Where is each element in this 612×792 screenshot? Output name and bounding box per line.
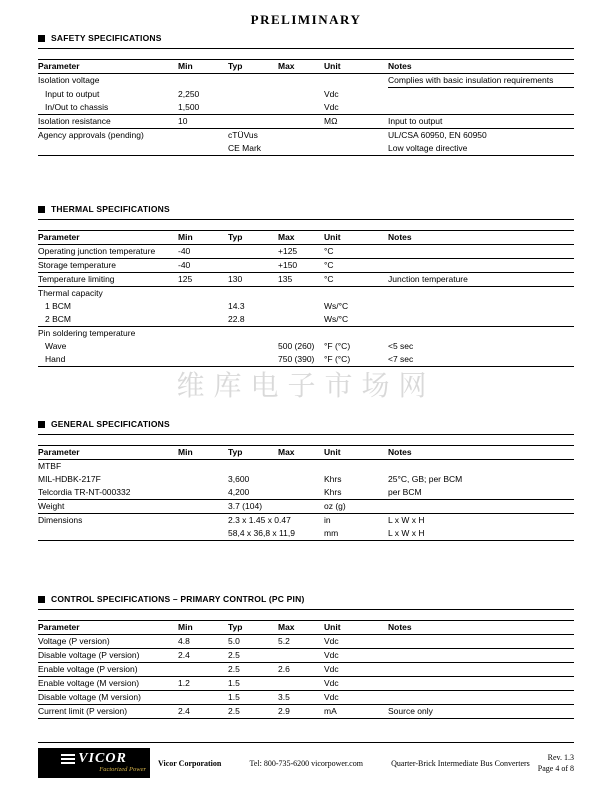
table-row <box>38 245 574 259</box>
cell-notes <box>388 649 574 662</box>
cell-unit: Vdc <box>324 650 339 660</box>
spec-table <box>38 620 574 719</box>
cell-unit <box>324 142 388 155</box>
table-row <box>38 635 574 649</box>
cell-unit: °F (°C) <box>324 341 351 351</box>
cell-unit: Vdc <box>324 102 339 112</box>
table-row <box>38 115 574 129</box>
section-header <box>38 204 574 220</box>
section-header <box>38 33 574 49</box>
table-row <box>38 473 574 486</box>
footer-text <box>150 759 538 768</box>
cell-max <box>278 115 324 128</box>
footer-product: Quarter-Brick Intermediate Bus Converters <box>391 758 530 768</box>
cell-unit <box>324 74 388 88</box>
column-header-max: Max <box>278 232 295 242</box>
cell-min <box>178 514 228 527</box>
cell-parameter: Enable voltage (M version) <box>38 678 140 688</box>
cell-max <box>278 101 324 114</box>
cell-min <box>178 353 228 366</box>
cell-unit: Vdc <box>324 664 339 674</box>
column-header-parameter: Parameter <box>38 622 80 632</box>
cell-unit: Ws/°C <box>324 314 349 324</box>
column-header-unit: Unit <box>324 622 341 632</box>
cell-unit: mm <box>324 528 339 538</box>
cell-parameter: Voltage (P version) <box>38 636 110 646</box>
cell-max <box>278 300 324 313</box>
footer-revision: Rev. 1.3 <box>547 753 574 762</box>
column-header-min: Min <box>178 61 193 71</box>
cell-typ <box>228 287 278 300</box>
cell-max: 5.2 <box>278 636 290 646</box>
cell-parameter: Telcordia TR-NT-000332 <box>38 487 131 497</box>
cell-parameter: Hand <box>45 354 66 364</box>
cell-typ: CE Mark <box>228 143 262 153</box>
cell-max: +150 <box>278 260 298 270</box>
spec-table <box>38 230 574 367</box>
section-title: GENERAL SPECIFICATIONS <box>51 419 170 429</box>
column-header-typ: Typ <box>228 622 243 632</box>
logo-wordmark: VICOR <box>78 751 127 766</box>
footer-company: Vicor Corporation <box>158 758 222 768</box>
cell-min: 2.4 <box>178 650 190 660</box>
cell-unit: °C <box>324 260 334 270</box>
column-header-max: Max <box>278 61 295 71</box>
cell-parameter: MIL-HDBK-217F <box>38 474 101 484</box>
cell-unit: Khrs <box>324 487 342 497</box>
cell-notes <box>388 500 574 513</box>
cell-notes <box>388 245 574 258</box>
logo-tagline: Factorized Power <box>99 766 146 773</box>
vicor-logo <box>38 748 150 778</box>
cell-min <box>178 74 228 88</box>
section-title: CONTROL SPECIFICATIONS – PRIMARY CONTROL (PC PIN) <box>51 594 305 604</box>
cell-typ <box>228 74 278 88</box>
column-header-parameter: Parameter <box>38 447 80 457</box>
cell-typ: 4,200 <box>228 487 250 497</box>
cell-typ <box>228 340 278 353</box>
cell-parameter: 2 BCM <box>45 314 71 324</box>
cell-min <box>178 460 228 473</box>
cell-max <box>278 473 324 486</box>
cell-parameter: Pin soldering temperature <box>38 328 136 338</box>
cell-parameter <box>38 527 178 540</box>
cell-typ: 5.0 <box>228 636 240 646</box>
table-header-row <box>38 60 574 74</box>
cell-notes <box>388 300 574 313</box>
section-bullet-icon <box>38 35 45 42</box>
spec-table <box>38 445 574 541</box>
column-header-unit: Unit <box>324 447 341 457</box>
cell-max <box>278 129 324 142</box>
column-header-min: Min <box>178 447 193 457</box>
column-header-notes: Notes <box>388 232 412 242</box>
cell-max <box>278 313 324 326</box>
cell-max: 2.9 <box>278 706 290 716</box>
section-bullet-icon <box>38 206 45 213</box>
cell-unit: mA <box>324 706 337 716</box>
cell-notes <box>388 691 574 704</box>
section-header <box>38 594 574 610</box>
column-header-notes: Notes <box>388 61 412 71</box>
cell-max: +125 <box>278 246 298 256</box>
cell-max <box>278 327 324 340</box>
cell-notes <box>388 635 574 648</box>
column-header-parameter: Parameter <box>38 232 80 242</box>
cell-parameter: In/Out to chassis <box>45 102 109 112</box>
cell-min <box>178 340 228 353</box>
table-row <box>38 129 574 142</box>
cell-unit: Khrs <box>324 474 342 484</box>
footer <box>38 742 574 778</box>
table-row <box>38 300 574 313</box>
cell-notes: per BCM <box>388 487 422 497</box>
cell-notes <box>388 313 574 326</box>
cell-parameter: Operating junction temperature <box>38 246 156 256</box>
cell-min <box>178 129 228 142</box>
cell-notes <box>388 327 574 340</box>
watermark: 维库电子市场网 <box>176 369 436 402</box>
spec-table <box>38 59 574 156</box>
section-header <box>38 419 574 435</box>
cell-unit: °F (°C) <box>324 354 351 364</box>
cell-notes: UL/CSA 60950, EN 60950 <box>388 130 487 140</box>
cell-max <box>278 287 324 300</box>
cell-parameter: Temperature limiting <box>38 274 115 284</box>
cell-typ <box>228 88 278 101</box>
table-row <box>38 649 574 663</box>
cell-min: -40 <box>178 246 191 256</box>
cell-notes: <7 sec <box>388 354 414 364</box>
cell-notes <box>388 663 574 676</box>
column-header-unit: Unit <box>324 232 341 242</box>
page-title: PRELIMINARY <box>250 12 362 27</box>
table-header-row <box>38 621 574 635</box>
cell-notes: <5 sec <box>388 341 414 351</box>
table-row <box>38 486 574 500</box>
spec-section <box>38 204 574 367</box>
cell-min <box>178 486 228 499</box>
cell-unit: in <box>324 515 331 525</box>
cell-typ <box>228 353 278 366</box>
cell-min: 125 <box>178 274 193 284</box>
cell-max: 3.5 <box>278 692 290 702</box>
spec-section <box>38 594 574 719</box>
table-row <box>38 527 574 540</box>
table-row <box>38 340 574 353</box>
cell-parameter: Weight <box>38 501 65 511</box>
cell-typ: cTÜVus <box>228 130 258 140</box>
cell-max: 500 (260) <box>278 341 315 351</box>
section-bullet-icon <box>38 421 45 428</box>
cell-typ <box>228 101 278 114</box>
cell-min <box>178 527 228 540</box>
cell-max: 2.6 <box>278 664 290 674</box>
cell-typ: 22.8 <box>228 314 245 324</box>
cell-notes: L x W x H <box>388 515 425 525</box>
cell-notes: Complies with basic insulation requirements <box>388 74 574 88</box>
cell-parameter: Isolation voltage <box>38 75 100 85</box>
cell-parameter: Disable voltage (M version) <box>38 692 141 702</box>
cell-max: 750 (390) <box>278 354 315 364</box>
table-row <box>38 677 574 691</box>
cell-typ: 3.7 (104) <box>228 501 263 511</box>
table-header-row <box>38 231 574 245</box>
cell-unit <box>324 129 388 142</box>
spec-section <box>38 419 574 541</box>
cell-notes <box>388 460 574 473</box>
table-row <box>38 514 574 527</box>
section-title: SAFETY SPECIFICATIONS <box>51 33 162 43</box>
cell-notes: Input to output <box>388 116 443 126</box>
column-header-max: Max <box>278 622 295 632</box>
table-row <box>38 663 574 677</box>
table-row <box>38 259 574 273</box>
cell-typ <box>228 259 278 272</box>
cell-min <box>178 142 228 155</box>
cell-min <box>178 473 228 486</box>
cell-typ: 58,4 x 36,8 x 11,9 <box>228 528 295 538</box>
cell-min: 4.8 <box>178 636 190 646</box>
cell-typ: 3,600 <box>228 474 250 484</box>
cell-min <box>178 313 228 326</box>
cell-parameter: Enable voltage (P version) <box>38 664 138 674</box>
cell-notes <box>388 287 574 300</box>
cell-min: 2.4 <box>178 706 190 716</box>
cell-unit: MΩ <box>324 116 338 126</box>
table-row <box>38 353 574 366</box>
cell-typ: 14.3 <box>228 301 245 311</box>
table-row <box>38 74 574 88</box>
column-header-max: Max <box>278 447 295 457</box>
table-row <box>38 460 574 473</box>
cell-max <box>278 649 324 662</box>
cell-max <box>278 88 324 101</box>
table-row <box>38 705 574 718</box>
spec-section <box>38 33 574 156</box>
cell-notes: L x W x H <box>388 528 425 538</box>
cell-unit <box>324 460 388 473</box>
section-title: THERMAL SPECIFICATIONS <box>51 204 170 214</box>
cell-min <box>178 663 228 676</box>
cell-parameter: Dimensions <box>38 515 83 525</box>
cell-typ: 2.3 x 1.45 x 0.47 <box>228 515 291 525</box>
cell-min: 1.2 <box>178 678 190 688</box>
cell-max <box>278 677 324 690</box>
cell-unit <box>324 287 388 300</box>
cell-typ: 2.5 <box>228 706 240 716</box>
table-row <box>38 313 574 327</box>
cell-parameter: Storage temperature <box>38 260 116 270</box>
cell-max <box>278 74 324 88</box>
cell-parameter: 1 BCM <box>45 301 71 311</box>
cell-min <box>178 327 228 340</box>
cell-unit: Vdc <box>324 636 339 646</box>
table-row <box>38 327 574 340</box>
cell-min <box>178 691 228 704</box>
cell-unit <box>324 327 388 340</box>
column-header-parameter: Parameter <box>38 61 80 71</box>
cell-max: 135 <box>278 274 293 284</box>
cell-min: 10 <box>178 116 188 126</box>
cell-notes: Junction temperature <box>388 274 468 284</box>
table-row <box>38 287 574 300</box>
cell-min: 1,500 <box>178 102 200 112</box>
cell-typ <box>228 245 278 258</box>
cell-typ <box>228 115 278 128</box>
cell-notes <box>388 88 574 101</box>
cell-parameter: Input to output <box>45 89 100 99</box>
cell-notes: 25°C, GB; per BCM <box>388 474 463 484</box>
table-header-row <box>38 446 574 460</box>
cell-min: -40 <box>178 260 191 270</box>
cell-parameter: Agency approvals (pending) <box>38 130 144 140</box>
cell-typ: 1.5 <box>228 692 240 702</box>
cell-min <box>178 287 228 300</box>
cell-typ: 2.5 <box>228 650 240 660</box>
cell-min <box>178 300 228 313</box>
column-header-notes: Notes <box>388 447 412 457</box>
cell-notes <box>388 101 574 114</box>
column-header-min: Min <box>178 622 193 632</box>
cell-typ: 2.5 <box>228 664 240 674</box>
cell-max <box>278 460 324 473</box>
cell-unit: Ws/°C <box>324 301 349 311</box>
cell-max <box>278 500 324 513</box>
cell-notes <box>388 259 574 272</box>
cell-notes <box>388 677 574 690</box>
cell-max <box>278 486 324 499</box>
column-header-unit: Unit <box>324 61 341 71</box>
table-row <box>38 691 574 705</box>
cell-parameter: Isolation resistance <box>38 116 111 126</box>
table-row <box>38 101 574 115</box>
cell-notes: Low voltage directive <box>388 143 468 153</box>
cell-max <box>278 527 324 540</box>
cell-parameter: Thermal capacity <box>38 288 103 298</box>
section-bullet-icon <box>38 596 45 603</box>
footer-page-number: Page 4 of 8 <box>537 764 574 773</box>
logo-stripes-icon <box>61 754 75 764</box>
cell-max <box>278 142 324 155</box>
table-row <box>38 88 574 101</box>
cell-unit: Vdc <box>324 692 339 702</box>
cell-parameter: Wave <box>45 341 67 351</box>
cell-min: 2,250 <box>178 89 200 99</box>
table-row <box>38 142 574 155</box>
column-header-min: Min <box>178 232 193 242</box>
logo-top <box>61 752 127 766</box>
cell-typ: 130 <box>228 274 243 284</box>
column-header-typ: Typ <box>228 232 243 242</box>
cell-unit: oz (g) <box>324 501 346 511</box>
cell-parameter: Disable voltage (P version) <box>38 650 140 660</box>
column-header-typ: Typ <box>228 447 243 457</box>
cell-max <box>278 514 324 527</box>
cell-min <box>178 500 228 513</box>
footer-right <box>538 752 574 774</box>
cell-notes: Source only <box>388 706 433 716</box>
column-header-typ: Typ <box>228 61 243 71</box>
cell-typ <box>228 327 278 340</box>
cell-typ <box>228 460 278 473</box>
cell-parameter: Current limit (P version) <box>38 706 128 716</box>
table-row <box>38 500 574 514</box>
cell-parameter <box>38 142 178 155</box>
footer-contact: Tel: 800-735-6200 vicorpower.com <box>249 758 363 768</box>
cell-unit: °C <box>324 246 334 256</box>
cell-typ: 1.5 <box>228 678 240 688</box>
cell-unit: Vdc <box>324 678 339 688</box>
cell-unit: Vdc <box>324 89 339 99</box>
cell-parameter: MTBF <box>38 461 62 471</box>
column-header-notes: Notes <box>388 622 412 632</box>
cell-unit: °C <box>324 274 334 284</box>
table-row <box>38 273 574 287</box>
